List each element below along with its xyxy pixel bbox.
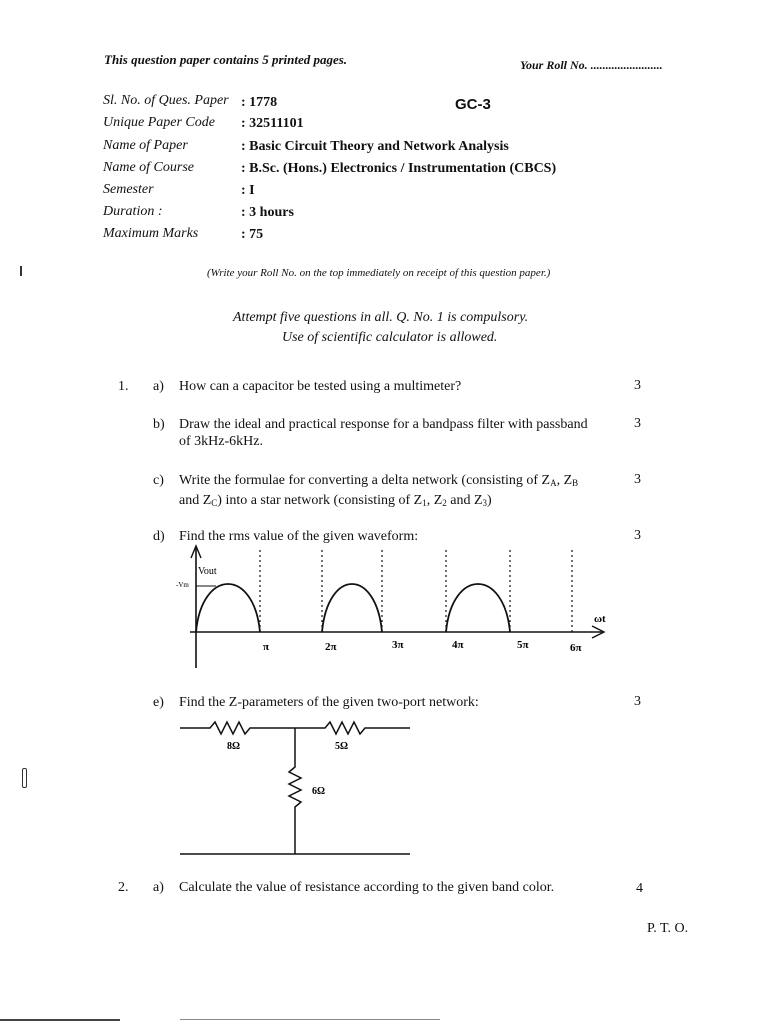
question-1-number: 1. — [118, 379, 129, 394]
q1c-text: Write the formulae for converting a delta network (consisting of $Z_A$, $Z_B$ and $Z_C$) into a star network (consisting of $Z_1$, $Z_2$ and $Z_3$) — [179, 473, 579, 508]
paper-details — [103, 93, 663, 248]
q1a-label: a) — [153, 379, 164, 394]
detail-label-semester: Semester — [103, 182, 154, 197]
q2a-marks: 4 — [636, 881, 643, 896]
roll-instruction: (Write your Roll No. on the top immediately on receipt of this question paper.) — [207, 267, 551, 279]
detail-value-upc: : 32511101 — [241, 116, 304, 131]
q1b-line-2: of 3kHz-6kHz. — [179, 434, 263, 449]
q1e-marks: 3 — [634, 694, 641, 709]
paper-code: GC-3 — [455, 96, 491, 113]
resistor-r3-label: 6Ω — [312, 786, 326, 797]
waveform-y-label: Vout — [198, 566, 217, 577]
detail-label-marks: Maximum Marks — [103, 226, 199, 241]
q1c-label: c) — [153, 473, 164, 488]
q1b-label: b) — [153, 417, 165, 432]
q1a-text: How can a capacitor be tested using a multimeter? — [179, 379, 462, 394]
q1b-marks: 3 — [634, 416, 641, 431]
q1d-marks: 3 — [634, 528, 641, 543]
instruction-line-1: Attempt five questions in all. Q. No. 1 is compulsory. — [233, 310, 529, 325]
q1b-line-1: Draw the ideal and practical response for a bandpass filter with passband — [179, 417, 588, 432]
waveform-pulse-1 — [196, 584, 260, 632]
waveform-peak-label: -Vm — [176, 581, 189, 589]
resistor-r1-label: 8Ω — [227, 741, 241, 752]
scan-speck — [22, 768, 27, 788]
q1e-label: e) — [153, 695, 164, 710]
q2a-label: a) — [153, 880, 164, 895]
waveform-x-label: ωt — [594, 613, 606, 625]
detail-value-marks: : 75 — [241, 227, 264, 242]
q1d-label: d) — [153, 529, 165, 544]
q1d-text: Find the rms value of the given waveform: — [179, 529, 419, 544]
detail-value-semester: : I — [241, 183, 255, 198]
scan-edge-line — [180, 1019, 440, 1020]
q1a-marks: 3 — [634, 378, 641, 393]
tick-label-6pi: 6π — [570, 642, 582, 654]
pto-label: P. T. O. — [647, 921, 689, 936]
question-2-number: 2. — [118, 880, 129, 895]
tick-label-3pi: 3π — [392, 639, 404, 651]
detail-label-paper: Name of Paper — [103, 138, 188, 153]
q2a-text: Calculate the value of resistance according to the given band color. — [179, 880, 555, 895]
scan-speck — [20, 266, 22, 276]
waveform-pulse-3 — [446, 584, 510, 632]
tick-label-5pi: 5π — [517, 639, 529, 651]
detail-value-slno: : 1778 — [241, 95, 278, 110]
detail-value-duration: : 3 hours — [241, 205, 294, 220]
detail-value-course: : B.Sc. (Hons.) Electronics / Instrumentation (CBCS) — [241, 161, 557, 176]
tick-label-4pi: 4π — [452, 639, 464, 651]
pages-note: This question paper contains 5 printed pages. — [104, 52, 348, 67]
instruction-line-2: Use of scientific calculator is allowed. — [282, 330, 498, 345]
q1e-text: Find the Z-parameters of the given two-port network: — [179, 695, 479, 710]
detail-label-slno: Sl. No. of Ques. Paper — [103, 93, 229, 108]
tick-label-pi: π — [263, 641, 270, 653]
detail-label-course: Name of Course — [103, 160, 194, 175]
roll-no-field: Your Roll No. ........................ — [520, 58, 663, 72]
waveform-pulse-2 — [322, 584, 382, 632]
scan-edge-line — [0, 1019, 120, 1021]
waveform-diagram — [170, 540, 620, 675]
two-port-network-diagram — [175, 712, 425, 862]
q1c-marks: 3 — [634, 472, 641, 487]
shunt-branch — [289, 728, 301, 854]
detail-label-duration: Duration : — [103, 204, 163, 219]
detail-label-upc: Unique Paper Code — [103, 115, 215, 130]
tick-label-2pi: 2π — [325, 641, 337, 653]
detail-value-paper: : Basic Circuit Theory and Network Analysis — [241, 139, 509, 154]
resistor-r2-label: 5Ω — [335, 741, 349, 752]
